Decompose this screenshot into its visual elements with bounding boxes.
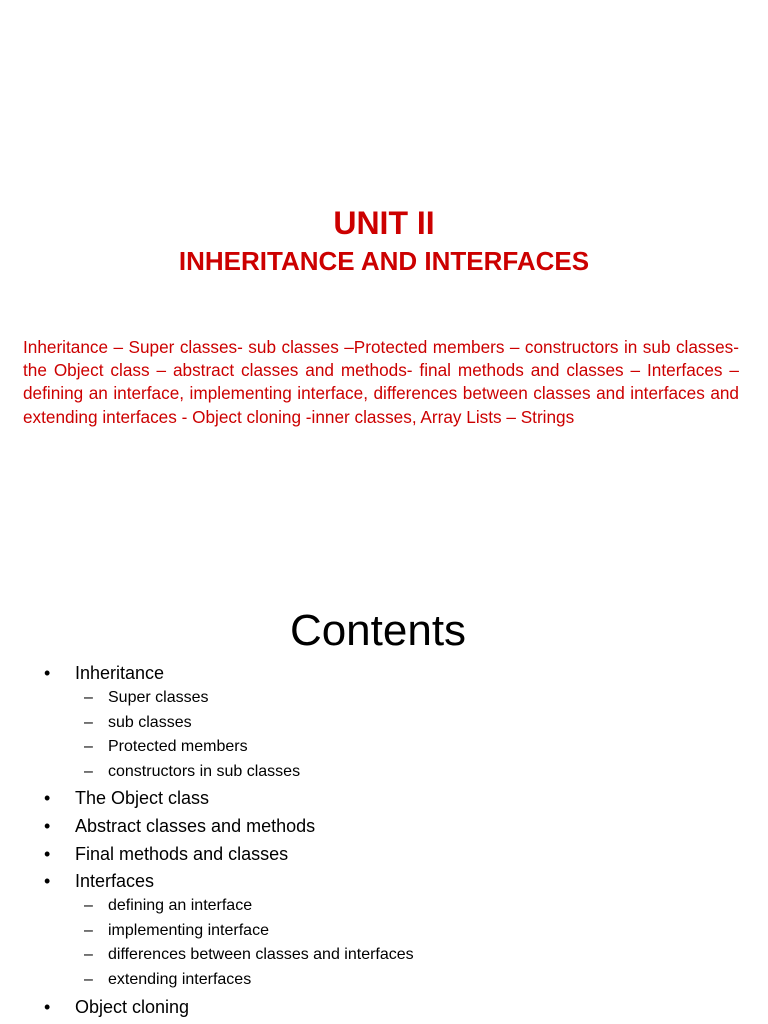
list-item (44, 815, 744, 837)
dash-icon: – (84, 738, 93, 756)
sub-list-item-label: extending interfaces (108, 970, 252, 988)
unit-subtitle: INHERITANCE AND INTERFACES (178, 246, 590, 276)
dash-icon: – (84, 713, 93, 731)
dash-icon: – (84, 946, 93, 964)
sub-list-item (75, 970, 744, 990)
sub-list-item-label: sub classes (108, 713, 192, 731)
list-item-label: The Object class (75, 788, 210, 809)
contents-list (44, 662, 744, 1018)
list-item-label: Final methods and classes (75, 843, 289, 864)
dash-icon: – (84, 762, 93, 780)
list-item-label: Inheritance (75, 663, 165, 683)
bullet-icon: • (44, 871, 51, 892)
bullet-icon: • (44, 663, 51, 683)
sub-list-item-label: Protected members (108, 738, 248, 756)
bullet-icon: • (44, 996, 51, 1017)
sub-list-item-label: implementing interface (108, 921, 269, 939)
list-item (44, 996, 744, 1018)
list-item-label: Abstract classes and methods (75, 815, 316, 836)
unit-title: UNIT II (333, 205, 435, 241)
sub-list-item-label: differences between classes and interfaces (108, 946, 414, 964)
dash-icon: – (84, 921, 93, 939)
sub-list-item (75, 688, 744, 708)
bullet-icon: • (44, 843, 51, 864)
slide-contents (0, 576, 768, 1024)
contents-title: Contents (289, 606, 467, 655)
dash-icon: – (84, 897, 93, 915)
sub-list-item (75, 896, 744, 916)
sub-list-item (75, 762, 744, 782)
list-item-label: Interfaces (75, 871, 155, 892)
sub-list (75, 896, 744, 990)
bullet-icon: • (44, 788, 51, 809)
sub-list-item-label: defining an interface (108, 897, 253, 915)
list-item (44, 870, 744, 990)
sub-list (75, 688, 744, 782)
sub-list-item (75, 713, 744, 733)
list-item (44, 787, 744, 809)
sub-list-item (75, 945, 744, 965)
list-item-label: Object cloning (75, 996, 190, 1017)
list-item (44, 843, 744, 865)
dash-icon: – (84, 689, 93, 706)
sub-list-item (75, 921, 744, 941)
sub-list-item-label: Super classes (108, 689, 209, 706)
bullet-icon: • (44, 815, 51, 836)
syllabus-text: Inheritance – Super classes- sub classes –Protected members – constructors in sub classes- the Object class – abstract classes and methods- final methods and classes – Interfaces – defining an interface, implementing interface, differences between classes and interfaces and extending interfaces - Object cloning -inner classes, Array Lists – Strings (23, 337, 739, 427)
sub-list-item-label: constructors in sub classes (108, 762, 301, 780)
dash-icon: – (84, 970, 93, 988)
sub-list-item (75, 737, 744, 757)
list-item (44, 662, 744, 782)
